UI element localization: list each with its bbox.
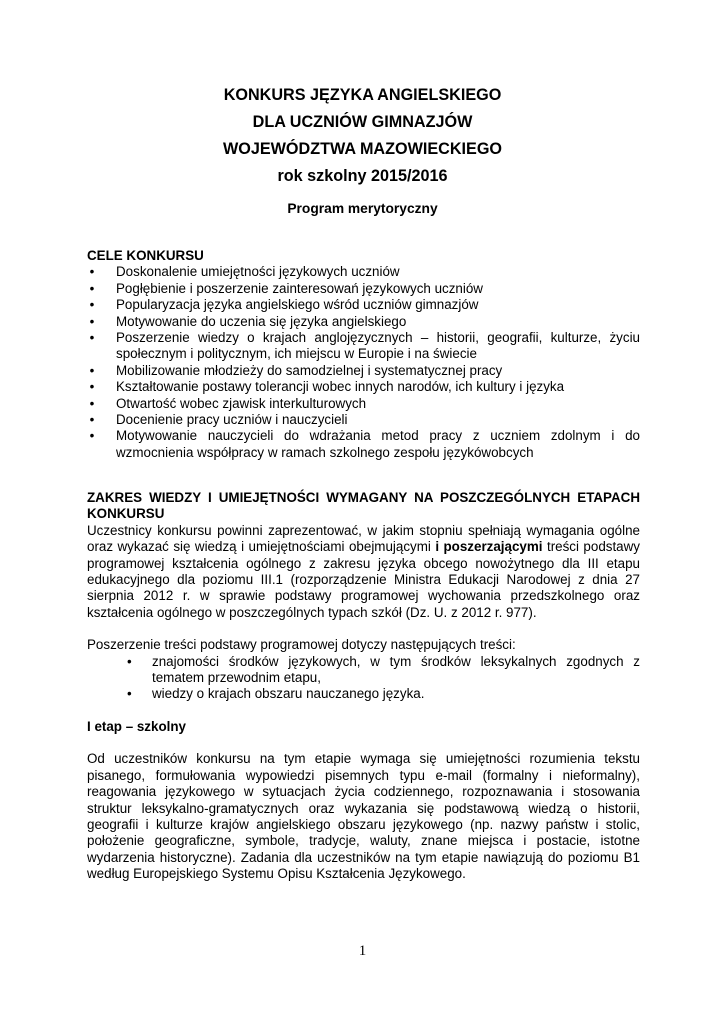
section-zakres [87, 490, 640, 703]
zakres-paragraph-bold: i poszerzającymi [435, 539, 543, 555]
zakres-paragraph-part-1: Uczestnicy konkursu powinni zaprezentować, w jakim stopniu spełniają wymagania ogólne oraz wykazać się wiedzą i umiejętnościami obejmującymi [87, 522, 640, 555]
title-line-2: DLA UCZNIÓW GIMNAZJÓW [252, 113, 473, 131]
document-subtitle: Program merytoryczny [287, 201, 438, 216]
list-item [87, 379, 640, 395]
zakres-paragraph [87, 523, 640, 621]
bullet-icon: • [89, 395, 95, 411]
bullet-icon: • [89, 297, 95, 313]
list-item [87, 281, 640, 297]
title-line-3: WOJEWÓDZTWA MAZOWIECKIEGO [222, 140, 503, 158]
list-item-text: Mobilizowanie młodzieży do samodzielnej i systematycznej pracy [116, 362, 503, 378]
cele-list [87, 264, 640, 461]
list-item-text: wiedzy o krajach obszaru nauczanego języka. [152, 686, 425, 702]
page-number: 1 [358, 943, 367, 959]
title-line-4: rok szkolny 2015/2016 [277, 167, 448, 185]
zakres-paragraph-part-2: treści podstawy programowej kształcenia ogólnego z zakresu języka obcego nowożytnego dla III etapu edukacyjnego dla poziomu III.1 (rozporządzenie Ministra Edukacji Narodowej z dnia 27 sierpnia 2012 r. w sprawie podstawy programowej wychowania przedszkolnego oraz kształcenia ogólnego w poszczególnych typach szkół (Dz. U. z 2012 r. 977). [87, 539, 640, 620]
list-item [87, 264, 640, 280]
list-item [87, 314, 640, 330]
bullet-icon: • [89, 412, 95, 428]
zakres-paragraph-2: Poszerzenie treści podstawy programowej dotyczy następujących treści: [87, 637, 516, 653]
list-item [87, 297, 640, 313]
list-item-text: Otwartość wobec zjawisk interkulturowych [116, 395, 367, 411]
bullet-icon: • [89, 379, 95, 395]
list-item [87, 363, 640, 379]
list-item [87, 412, 640, 428]
bullet-icon: • [89, 313, 95, 329]
bullet-icon: • [89, 264, 95, 280]
title-line-1: KONKURS JĘZYKA ANGIELSKIEGO [223, 86, 502, 104]
zakres-sub-list [87, 654, 640, 703]
etap1-heading: I etap – szkolny [87, 719, 186, 734]
list-item-text: Poszerzenie wiedzy o krajach anglojęzycznych – historii, geografii, kulturze, życiu społecznym i politycznym, ich miejscu w Europie i na świecie [116, 330, 640, 362]
section-etap-1 [87, 719, 640, 883]
list-item-text: Docenienie pracy uczniów i nauczycieli [116, 412, 348, 428]
bullet-icon: • [89, 362, 95, 378]
list-item-text: Motywowanie do uczenia się języka angielskiego [116, 313, 407, 329]
list-item-text: Kształtowanie postawy tolerancji wobec innych narodów, ich kultury i języka [116, 379, 565, 395]
list-item [87, 654, 640, 687]
zakres-heading-line-2: KONKURSU [87, 506, 165, 522]
bullet-icon: • [127, 686, 132, 702]
document-title [0, 82, 725, 190]
section-cele [87, 248, 640, 461]
list-item [87, 686, 640, 702]
list-item-text: Motywowanie nauczycieli do wdrażania metod pracy z uczniem zdolnym i do wzmocnienia współpracy w ramach szkolnego zespołu językówobcych [116, 428, 640, 460]
cele-heading: CELE KONKURSU [87, 248, 204, 263]
list-item-text: Pogłębienie i poszerzenie zainteresowań językowych uczniów [116, 280, 483, 296]
list-item-text: znajomości środków językowych, w tym środków leksykalnych zgodnych z tematem przewodnim etapu, [152, 653, 640, 686]
list-item-text: Popularyzacja języka angielskiego wśród uczniów gimnazjów [116, 297, 479, 313]
list-item [87, 330, 640, 363]
bullet-icon: • [89, 280, 95, 296]
list-item [87, 396, 640, 412]
zakres-heading-line-1: ZAKRES WIEDZY I UMIEJĘTNOŚCI WYMAGANY NA POSZCZEGÓLNYCH ETAPACH [87, 490, 640, 505]
list-item [87, 428, 640, 461]
etap1-paragraph: Od uczestników konkursu na tym etapie wymaga się umiejętności rozumienia tekstu pisanego, formułowania wypowiedzi pisemnych typu e-mail (formalny i nieformalny), reagowania językowego w sytuacjach życia codziennego, rozpoznawania i stosowania struktur leksykalno-gramatycznych oraz wykazania się podstawową wiedzą o historii, geografii i kulturze krajów angielskiego obszaru językowego (np. nazwy państw i stolic, położenie geograficzne, symbole, tradycje, waluty, znane miejsca i postacie, istotne wydarzenia historyczne). Zadania dla uczestników na tym etapie nawiązują do poziomu B1 według Europejskiego Systemu Opisu Kształcenia Językowego. [87, 751, 640, 882]
list-item-text: Doskonalenie umiejętności językowych uczniów [116, 264, 400, 280]
bullet-icon: • [127, 653, 132, 669]
bullet-icon: • [89, 330, 95, 346]
bullet-icon: • [89, 428, 95, 444]
